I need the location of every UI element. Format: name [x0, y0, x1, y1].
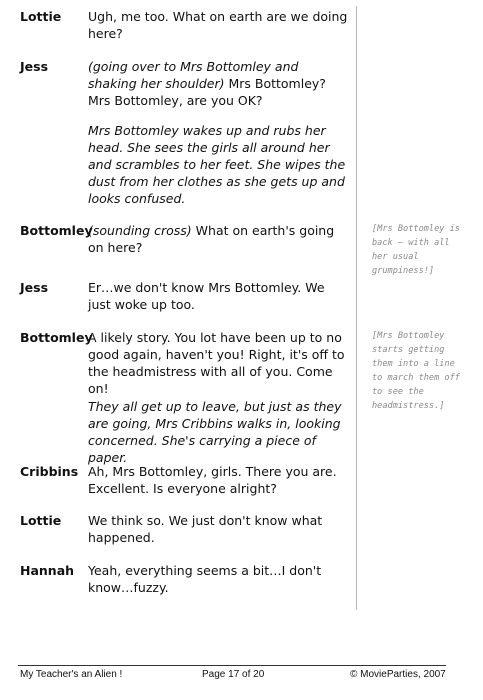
speaker-name: Jess [20, 59, 49, 74]
spoken-text: What on earth's going on here? [88, 223, 335, 255]
speaker-name: Hannah [20, 563, 75, 578]
margin-divider [356, 6, 357, 610]
stage-direction-block: They all get up to leave, but just as they are going, Mrs Cribbins walks in, looking concerned. She's carrying a piece of paper. [88, 399, 342, 465]
dialogue-text [88, 512, 350, 546]
margin-note: [Mrs Bottomley is back – with all her usual grumpiness!] [372, 224, 460, 276]
footer-divider [18, 665, 446, 666]
spoken-text: A likely story. You lot have been up to no good again, haven't you! Right, it's off to the headmistress with all of you. Come on! [88, 330, 345, 396]
stage-direction: (going over to Mrs Bottomley and shaking her shoulder) [88, 59, 299, 91]
dialogue-text [88, 562, 350, 596]
dialogue-text [88, 58, 350, 109]
spoken-text: Er…we don't know Mrs Bottomley. We just woke up too. [88, 280, 325, 312]
spoken-text: We think so. We just don't know what happened. [88, 513, 323, 545]
footer-page-number: Page 17 of 20 [202, 669, 265, 680]
speaker-name: Lottie [20, 513, 62, 528]
dialogue-text [88, 279, 350, 313]
dialogue-text [88, 463, 350, 497]
dialogue-text [88, 329, 350, 397]
stage-direction: (sounding cross) [88, 223, 192, 238]
spoken-text: Ugh, me too. What on earth are we doing here? [88, 9, 348, 41]
speaker-name: Cribbins [20, 464, 79, 479]
dialogue-text [88, 222, 350, 256]
speaker-name: Bottomley [20, 330, 93, 345]
dialogue-text [88, 8, 350, 42]
footer-title: My Teacher's an Alien ! [20, 669, 123, 680]
footer-copyright: © MovieParties, 2007 [350, 669, 446, 680]
spoken-text: Yeah, everything seems a bit…I don't know…fuzzy. [88, 563, 322, 595]
speaker-name: Bottomley [20, 223, 93, 238]
speaker-name: Jess [20, 280, 49, 295]
margin-note: [Mrs Bottomley starts getting them into a line to march them off to see the headmistress.] [372, 331, 460, 411]
speaker-name: Lottie [20, 9, 62, 24]
spoken-text: Mrs Bottomley? Mrs Bottomley, are you OK? [88, 76, 326, 108]
stage-direction-block: Mrs Bottomley wakes up and rubs her head. She sees the girls all around her and scrambles to her feet. She wipes the dust from her clothes as she gets up and looks confused. [88, 123, 346, 206]
spoken-text: Ah, Mrs Bottomley, girls. There you are. Excellent. Is everyone alright? [88, 464, 337, 496]
